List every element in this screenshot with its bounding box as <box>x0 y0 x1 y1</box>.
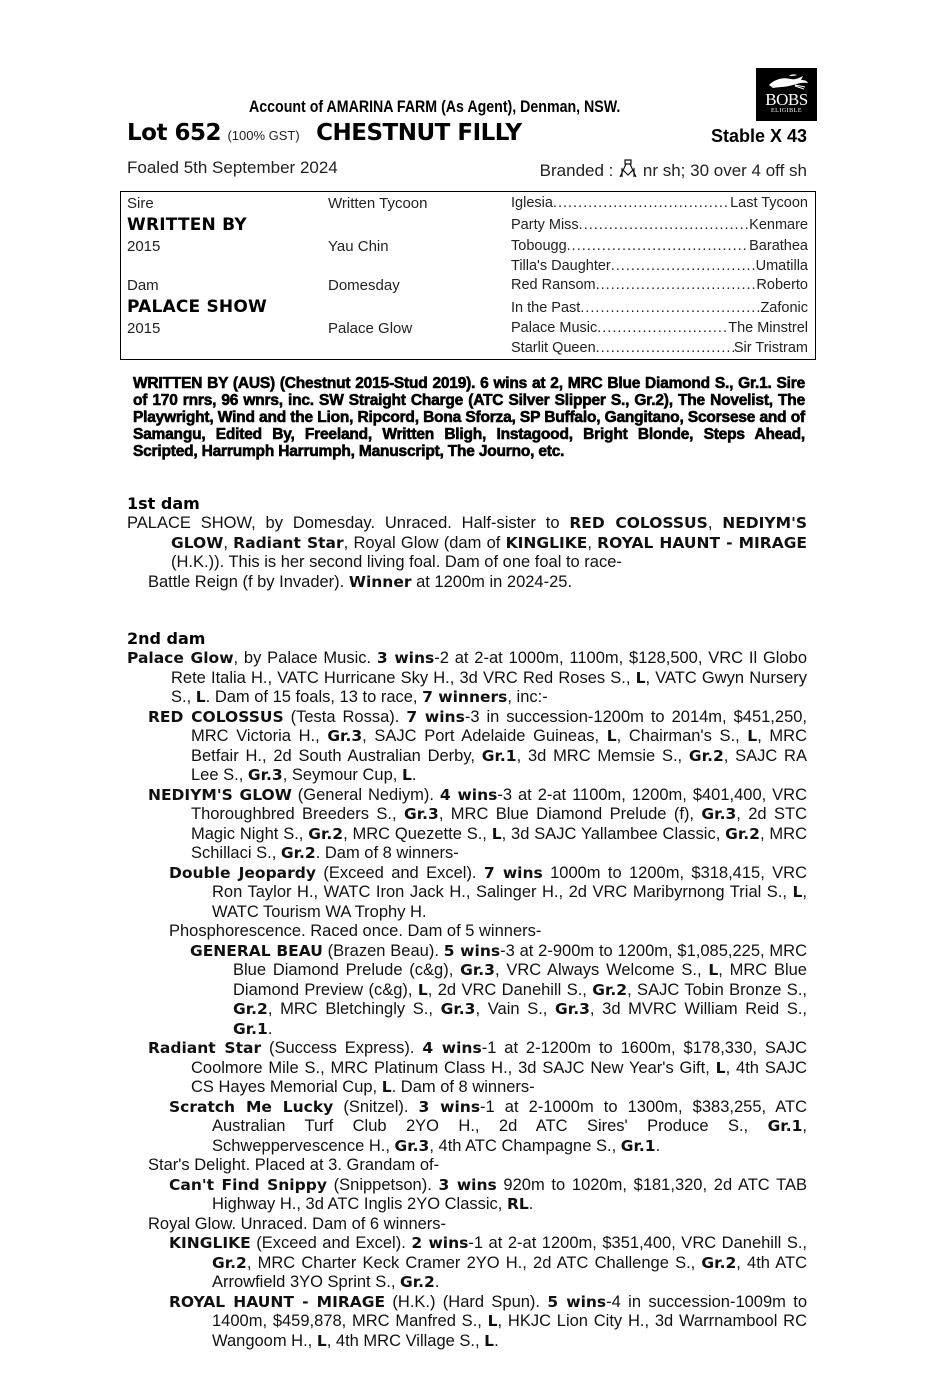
sire-year: 2015 <box>127 238 161 255</box>
pedigree-gen3-row: Red Ransom ..... Roberto <box>511 277 808 293</box>
pedigree-table <box>120 191 816 360</box>
first-dam-paragraph: PALACE SHOW, by Domesday. Unraced. Half-sister to RED COLOSSUS, NEDIYM'S GLOW, Radiant Star, Royal Glow (dam of KINGLIKE, ROYAL HAUNT - MIRAGE (H.K.)). This is her second living foal. Dam of one foal to race- <box>127 514 808 571</box>
first-dam-heading: 1st dam <box>127 494 200 513</box>
vendor-account: Account of AMARINA FARM (As Agent), Denman, NSW. <box>249 98 621 116</box>
granddam-paternal: Yau Chin <box>328 238 389 255</box>
second-dam-section <box>127 649 807 1351</box>
sire-name: WRITTEN BY <box>127 215 247 235</box>
branded-label: Branded : <box>539 161 614 180</box>
pedigree-gen3-row: Party Miss ..... Kenmare <box>511 217 808 233</box>
dam-label: Dam <box>127 277 159 294</box>
progeny-entry: ROYAL HAUNT - MIRAGE (H.K.) (Hard Spun). 5 wins-4 in succession-1009m to 1400m, $459,878, MRC Manfred S., L, HKJC Lion City H., 3d Warrnambool RC Wangoom H., L, 4th MRC Village S., L. <box>169 1292 808 1350</box>
bobs-eligible-logo <box>756 68 817 121</box>
bobs-horse-icon <box>765 73 809 91</box>
pedigree-gen3-row: Palace Music ..... The Minstrel <box>511 320 808 336</box>
progeny-entry: RED COLOSSUS (Testa Rossa). 7 wins-3 in succession-1200m to 2014m, $451,250, MRC Victoria H., Gr.3, SAJC Port Adelaide Guineas, L, Chairman's S., L, MRC Betfair H., 2d South Australian Derby, Gr.1, 3d MRC Memsie S., Gr.2, SAJC RA Lee S., Gr.3, Seymour Cup, L. <box>148 707 808 784</box>
granddam-maternal: Palace Glow <box>328 320 413 337</box>
progeny-entry: KINGLIKE (Exceed and Excel). 2 wins-1 at 2-at 1200m, $351,400, VRC Danehill S., Gr.2, MRC Charter Keck Cramer 2YO H., 2d ATC Challenge S., Gr.2, 4th ATC Arrowfield 3YO Sprint S., Gr.2. <box>169 1234 807 1291</box>
logo-eligible-text: ELIGIBLE <box>771 108 802 114</box>
grandsire-paternal: Written Tycoon <box>328 195 428 212</box>
foaled-date: Foaled 5th September 2024 <box>127 158 338 177</box>
progeny-entry: Radiant Star (Success Express). 4 wins-1 at 2-1200m to 1600m, $178,330, SAJC Coolmore Mile S., MRC Platinum Class H., 3d SAJC New Year's Gift, L, 4th SAJC CS Hayes Memorial Cup, L. Dam of 8 winners- <box>148 1039 807 1096</box>
pedigree-gen3-row: In the Past ..... Zafonic <box>511 300 808 316</box>
brand-mark-icon <box>618 158 638 178</box>
progeny-entry: NEDIYM'S GLOW (General Nediym). 4 wins-3 at 2-at 1100m, 1200m, $401,400, VRC Thoroughbred Breeders S., Gr.3, MRC Blue Diamond Prelude (f), Gr.3, 2d STC Magic Night S., Gr.2, MRC Quezette S., L, 3d SAJC Yallambee Classic, Gr.2, MRC Schillaci S., Gr.2. Dam of 8 winners- <box>148 785 808 862</box>
second-dam-paragraph: Palace Glow, by Palace Music. 3 wins-2 at 2-at 1000m, 1100m, $128,500, VRC Il Globo Rete Italia H., VATC Hurricane Sky H., 3d VRC Red Roses S., L, VATC Gwyn Nursery S., L. Dam of 15 foals, 13 to race, 7 winners, inc:- <box>127 649 808 706</box>
progeny-entry: Scratch Me Lucky (Snitzel). 3 wins-1 at 2-1000m to 1300m, $383,255, ATC Australian Turf Club 2YO H., 2d ATC Sires' Produce S., Gr.1, Schweppervescence H., Gr.3, 4th ATC Champagne S., Gr.1. <box>169 1097 808 1155</box>
progeny-entry: Phosphorescence. Raced once. Dam of 5 winners- <box>169 922 542 940</box>
first-dam-section <box>127 514 807 592</box>
foal-entry: Battle Reign (f by Invader). Winner at 1200m in 2024-25. <box>148 572 573 591</box>
dam-name: PALACE SHOW <box>127 297 267 317</box>
second-dam-heading: 2nd dam <box>127 629 206 648</box>
sire-label: Sire <box>127 195 154 212</box>
grandsire-maternal: Domesday <box>328 277 400 294</box>
stable-location: Stable X 43 <box>710 126 807 146</box>
progeny-entry: Double Jeopardy (Exceed and Excel). 7 wins 1000m to 1200m, $318,415, VRC Ron Taylor H., WATC Iron Jack H., Salinger H., 2d VRC Maribyrnong Trial S., L, WATC Tourism WA Trophy H. <box>169 863 807 921</box>
gst-note: (100% GST) <box>227 128 300 143</box>
progeny-entry: Star's Delight. Placed at 3. Grandam of- <box>148 1156 440 1174</box>
sire-summary: WRITTEN BY (AUS) (Chestnut 2015-Stud 2019). 6 wins at 2, MRC Blue Diamond S., Gr.1. Sire of 170 rnrs, 96 wnrs, inc. SW Straight Charge (ATC Silver Slipper S., Gr.2), The Novelist, The Playwright, Wind and the Lion, Ripcord, Bona Sforza, SP Buffalo, Gangitano, Scorsese and of Samangu, Edited By, Freeland, Written Bligh, Instagood, Bright Blonde, Steps Ahead, Scripted, Harrumph Harrumph, Manuscript, The Journo, etc. <box>133 375 805 460</box>
branded-text: nr sh; 30 over 4 off sh <box>642 161 807 180</box>
progeny-entry: Can't Find Snippy (Snippetson). 3 wins 920m to 1020m, $181,320, 2d ATC TAB Highway H., 3d ATC Inglis 2YO Classic, RL. <box>169 1175 807 1213</box>
lot-header <box>127 120 807 150</box>
pedigree-gen3-row: Tobougg ..... Barathea <box>511 238 808 254</box>
branded-info <box>540 158 807 181</box>
pedigree-gen3-row: Iglesia ..... Last Tycoon <box>511 195 808 211</box>
progeny-entry: Royal Glow. Unraced. Dam of 6 winners- <box>148 1214 447 1233</box>
logo-bobs-text: BOBS <box>765 90 808 109</box>
lot-description: CHESTNUT FILLY <box>316 120 522 146</box>
progeny-entry: GENERAL BEAU (Brazen Beau). 5 wins-3 at 2-900m to 1200m, $1,085,225, MRC Blue Diamond Prelude (c&g), Gr.3, VRC Always Welcome S., L, MRC Blue Diamond Preview (c&g), L, 2d VRC Danehill S., Gr.2, SAJC Tobin Bronze S., Gr.2, MRC Bletchingly S., Gr.3, Vain S., Gr.3, 3d MVRC William Reid S., Gr.1. <box>190 941 808 1038</box>
pedigree-gen3-row: Starlit Queen ..... Sir Tristram <box>511 340 808 356</box>
lot-number: Lot 652 <box>127 120 221 146</box>
dam-year: 2015 <box>127 320 161 337</box>
pedigree-gen3-row: Tilla's Daughter ..... Umatilla <box>511 258 808 274</box>
